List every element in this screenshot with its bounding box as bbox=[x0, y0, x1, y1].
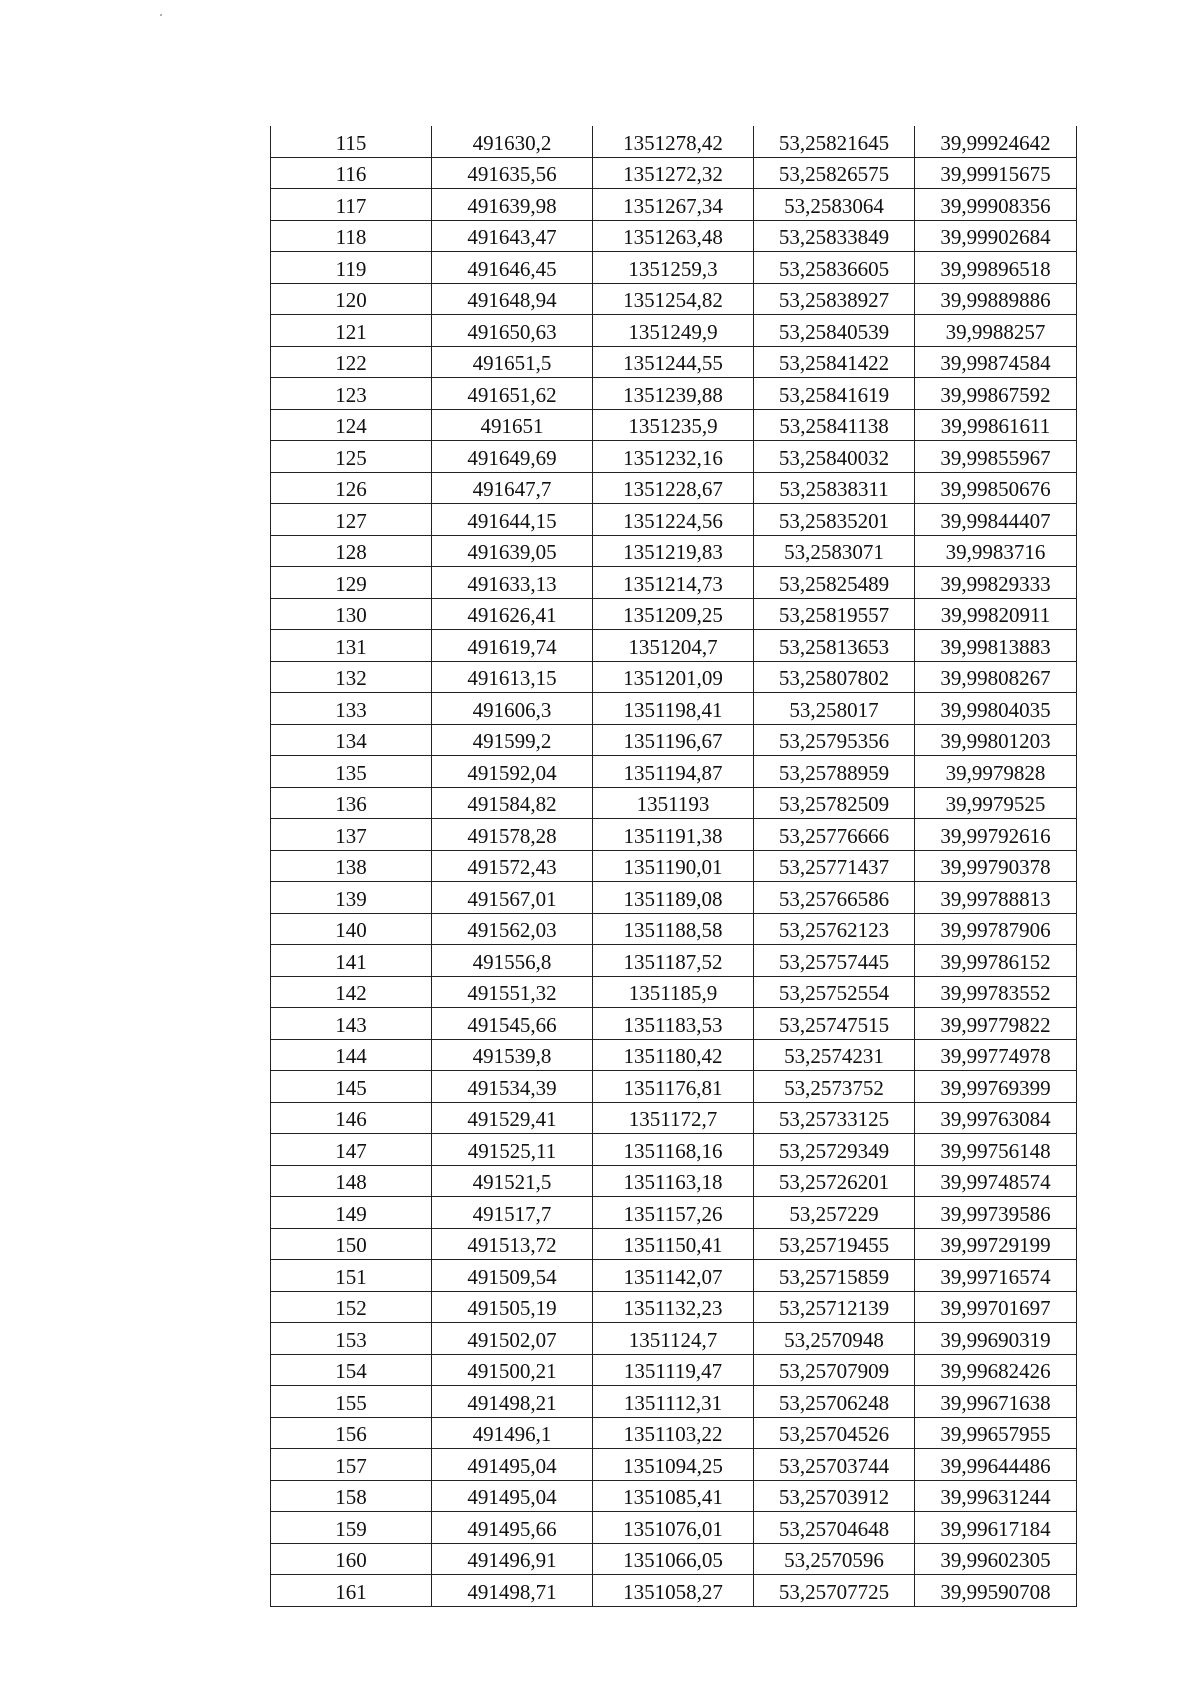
table-row bbox=[271, 756, 1077, 788]
longitude-cell: 39,99786152 bbox=[915, 945, 1077, 977]
longitude-cell: 39,99783552 bbox=[915, 976, 1077, 1008]
table-row bbox=[271, 630, 1077, 662]
point-number-cell: 153 bbox=[271, 1323, 432, 1355]
y-coordinate-cell: 1351180,42 bbox=[593, 1039, 754, 1071]
point-number-cell: 115 bbox=[271, 126, 432, 157]
table-row bbox=[271, 1417, 1077, 1449]
y-coordinate-cell: 1351058,27 bbox=[593, 1575, 754, 1607]
x-coordinate-cell: 491633,13 bbox=[432, 567, 593, 599]
point-number-cell: 130 bbox=[271, 598, 432, 630]
longitude-cell: 39,99808267 bbox=[915, 661, 1077, 693]
table-row bbox=[271, 724, 1077, 756]
latitude-cell: 53,258017 bbox=[754, 693, 915, 725]
point-number-cell: 148 bbox=[271, 1165, 432, 1197]
table-row bbox=[271, 283, 1077, 315]
y-coordinate-cell: 1351132,23 bbox=[593, 1291, 754, 1323]
longitude-cell: 39,99774978 bbox=[915, 1039, 1077, 1071]
latitude-cell: 53,25838927 bbox=[754, 283, 915, 315]
point-number-cell: 120 bbox=[271, 283, 432, 315]
longitude-cell: 39,99792616 bbox=[915, 819, 1077, 851]
point-number-cell: 140 bbox=[271, 913, 432, 945]
longitude-cell: 39,99829333 bbox=[915, 567, 1077, 599]
x-coordinate-cell: 491572,43 bbox=[432, 850, 593, 882]
table-row bbox=[271, 661, 1077, 693]
latitude-cell: 53,25715859 bbox=[754, 1260, 915, 1292]
x-coordinate-cell: 491630,2 bbox=[432, 126, 593, 157]
point-number-cell: 142 bbox=[271, 976, 432, 1008]
x-coordinate-cell: 491599,2 bbox=[432, 724, 593, 756]
y-coordinate-cell: 1351267,34 bbox=[593, 189, 754, 221]
point-number-cell: 141 bbox=[271, 945, 432, 977]
point-number-cell: 144 bbox=[271, 1039, 432, 1071]
y-coordinate-cell: 1351112,31 bbox=[593, 1386, 754, 1418]
x-coordinate-cell: 491495,66 bbox=[432, 1512, 593, 1544]
table-row bbox=[271, 819, 1077, 851]
point-number-cell: 129 bbox=[271, 567, 432, 599]
table-row bbox=[271, 157, 1077, 189]
point-number-cell: 156 bbox=[271, 1417, 432, 1449]
y-coordinate-cell: 1351239,88 bbox=[593, 378, 754, 410]
longitude-cell: 39,99617184 bbox=[915, 1512, 1077, 1544]
x-coordinate-cell: 491496,1 bbox=[432, 1417, 593, 1449]
table-row bbox=[271, 945, 1077, 977]
table-row bbox=[271, 693, 1077, 725]
y-coordinate-cell: 1351201,09 bbox=[593, 661, 754, 693]
x-coordinate-cell: 491521,5 bbox=[432, 1165, 593, 1197]
table-row bbox=[271, 1323, 1077, 1355]
point-number-cell: 152 bbox=[271, 1291, 432, 1323]
latitude-cell: 53,25825489 bbox=[754, 567, 915, 599]
point-number-cell: 123 bbox=[271, 378, 432, 410]
latitude-cell: 53,2570948 bbox=[754, 1323, 915, 1355]
x-coordinate-cell: 491592,04 bbox=[432, 756, 593, 788]
table-row bbox=[271, 378, 1077, 410]
latitude-cell: 53,25841138 bbox=[754, 409, 915, 441]
longitude-cell: 39,99788813 bbox=[915, 882, 1077, 914]
longitude-cell: 39,99756148 bbox=[915, 1134, 1077, 1166]
x-coordinate-cell: 491651,5 bbox=[432, 346, 593, 378]
latitude-cell: 53,2573752 bbox=[754, 1071, 915, 1103]
longitude-cell: 39,99671638 bbox=[915, 1386, 1077, 1418]
point-number-cell: 121 bbox=[271, 315, 432, 347]
y-coordinate-cell: 1351085,41 bbox=[593, 1480, 754, 1512]
latitude-cell: 53,25807802 bbox=[754, 661, 915, 693]
point-number-cell: 138 bbox=[271, 850, 432, 882]
x-coordinate-cell: 491551,32 bbox=[432, 976, 593, 1008]
longitude-cell: 39,9979828 bbox=[915, 756, 1077, 788]
point-number-cell: 151 bbox=[271, 1260, 432, 1292]
table-row bbox=[271, 1291, 1077, 1323]
table-row bbox=[271, 976, 1077, 1008]
latitude-cell: 53,25719455 bbox=[754, 1228, 915, 1260]
point-number-cell: 150 bbox=[271, 1228, 432, 1260]
y-coordinate-cell: 1351209,25 bbox=[593, 598, 754, 630]
latitude-cell: 53,25826575 bbox=[754, 157, 915, 189]
x-coordinate-cell: 491556,8 bbox=[432, 945, 593, 977]
x-coordinate-cell: 491644,15 bbox=[432, 504, 593, 536]
table-row bbox=[271, 1354, 1077, 1386]
y-coordinate-cell: 1351176,81 bbox=[593, 1071, 754, 1103]
point-number-cell: 124 bbox=[271, 409, 432, 441]
longitude-cell: 39,99748574 bbox=[915, 1165, 1077, 1197]
x-coordinate-cell: 491578,28 bbox=[432, 819, 593, 851]
y-coordinate-cell: 1351103,22 bbox=[593, 1417, 754, 1449]
y-coordinate-cell: 1351228,67 bbox=[593, 472, 754, 504]
longitude-cell: 39,99644486 bbox=[915, 1449, 1077, 1481]
y-coordinate-cell: 1351254,82 bbox=[593, 283, 754, 315]
y-coordinate-cell: 1351183,53 bbox=[593, 1008, 754, 1040]
x-coordinate-cell: 491648,94 bbox=[432, 283, 593, 315]
point-number-cell: 131 bbox=[271, 630, 432, 662]
table-row bbox=[271, 598, 1077, 630]
point-number-cell: 155 bbox=[271, 1386, 432, 1418]
x-coordinate-cell: 491651 bbox=[432, 409, 593, 441]
table-row bbox=[271, 1165, 1077, 1197]
point-number-cell: 145 bbox=[271, 1071, 432, 1103]
latitude-cell: 53,25757445 bbox=[754, 945, 915, 977]
table-row bbox=[271, 1039, 1077, 1071]
y-coordinate-cell: 1351188,58 bbox=[593, 913, 754, 945]
longitude-cell: 39,99769399 bbox=[915, 1071, 1077, 1103]
latitude-cell: 53,25841619 bbox=[754, 378, 915, 410]
y-coordinate-cell: 1351278,42 bbox=[593, 126, 754, 157]
table-row bbox=[271, 850, 1077, 882]
latitude-cell: 53,25703744 bbox=[754, 1449, 915, 1481]
point-number-cell: 157 bbox=[271, 1449, 432, 1481]
longitude-cell: 39,99801203 bbox=[915, 724, 1077, 756]
latitude-cell: 53,25726201 bbox=[754, 1165, 915, 1197]
longitude-cell: 39,99690319 bbox=[915, 1323, 1077, 1355]
x-coordinate-cell: 491500,21 bbox=[432, 1354, 593, 1386]
x-coordinate-cell: 491495,04 bbox=[432, 1449, 593, 1481]
x-coordinate-cell: 491626,41 bbox=[432, 598, 593, 630]
longitude-cell: 39,99874584 bbox=[915, 346, 1077, 378]
table-row bbox=[271, 1386, 1077, 1418]
x-coordinate-cell: 491498,21 bbox=[432, 1386, 593, 1418]
latitude-cell: 53,25733125 bbox=[754, 1102, 915, 1134]
longitude-cell: 39,99790378 bbox=[915, 850, 1077, 882]
longitude-cell: 39,99779822 bbox=[915, 1008, 1077, 1040]
longitude-cell: 39,9983716 bbox=[915, 535, 1077, 567]
y-coordinate-cell: 1351172,7 bbox=[593, 1102, 754, 1134]
y-coordinate-cell: 1351272,32 bbox=[593, 157, 754, 189]
point-number-cell: 125 bbox=[271, 441, 432, 473]
point-number-cell: 135 bbox=[271, 756, 432, 788]
point-number-cell: 160 bbox=[271, 1543, 432, 1575]
longitude-cell: 39,99813883 bbox=[915, 630, 1077, 662]
y-coordinate-cell: 1351235,9 bbox=[593, 409, 754, 441]
latitude-cell: 53,25835201 bbox=[754, 504, 915, 536]
longitude-cell: 39,99902684 bbox=[915, 220, 1077, 252]
x-coordinate-cell: 491517,7 bbox=[432, 1197, 593, 1229]
longitude-cell: 39,99590708 bbox=[915, 1575, 1077, 1607]
x-coordinate-cell: 491539,8 bbox=[432, 1039, 593, 1071]
point-number-cell: 128 bbox=[271, 535, 432, 567]
coordinates-table-body bbox=[271, 126, 1077, 1606]
table-row bbox=[271, 1512, 1077, 1544]
latitude-cell: 53,25782509 bbox=[754, 787, 915, 819]
table-row bbox=[271, 1260, 1077, 1292]
table-row bbox=[271, 1228, 1077, 1260]
latitude-cell: 53,25838311 bbox=[754, 472, 915, 504]
table-row bbox=[271, 882, 1077, 914]
y-coordinate-cell: 1351142,07 bbox=[593, 1260, 754, 1292]
latitude-cell: 53,25771437 bbox=[754, 850, 915, 882]
longitude-cell: 39,99657955 bbox=[915, 1417, 1077, 1449]
coordinates-table bbox=[270, 126, 1077, 1607]
y-coordinate-cell: 1351119,47 bbox=[593, 1354, 754, 1386]
y-coordinate-cell: 1351168,16 bbox=[593, 1134, 754, 1166]
point-number-cell: 118 bbox=[271, 220, 432, 252]
longitude-cell: 39,99855967 bbox=[915, 441, 1077, 473]
latitude-cell: 53,25819557 bbox=[754, 598, 915, 630]
y-coordinate-cell: 1351219,83 bbox=[593, 535, 754, 567]
longitude-cell: 39,99867592 bbox=[915, 378, 1077, 410]
table-row bbox=[271, 913, 1077, 945]
table-row bbox=[271, 315, 1077, 347]
x-coordinate-cell: 491647,7 bbox=[432, 472, 593, 504]
y-coordinate-cell: 1351204,7 bbox=[593, 630, 754, 662]
x-coordinate-cell: 491606,3 bbox=[432, 693, 593, 725]
point-number-cell: 139 bbox=[271, 882, 432, 914]
x-coordinate-cell: 491545,66 bbox=[432, 1008, 593, 1040]
latitude-cell: 53,25729349 bbox=[754, 1134, 915, 1166]
latitude-cell: 53,25752554 bbox=[754, 976, 915, 1008]
x-coordinate-cell: 491584,82 bbox=[432, 787, 593, 819]
y-coordinate-cell: 1351066,05 bbox=[593, 1543, 754, 1575]
y-coordinate-cell: 1351150,41 bbox=[593, 1228, 754, 1260]
latitude-cell: 53,25821645 bbox=[754, 126, 915, 157]
y-coordinate-cell: 1351263,48 bbox=[593, 220, 754, 252]
table-row bbox=[271, 1008, 1077, 1040]
y-coordinate-cell: 1351076,01 bbox=[593, 1512, 754, 1544]
x-coordinate-cell: 491495,04 bbox=[432, 1480, 593, 1512]
x-coordinate-cell: 491567,01 bbox=[432, 882, 593, 914]
longitude-cell: 39,99763084 bbox=[915, 1102, 1077, 1134]
table-row bbox=[271, 472, 1077, 504]
point-number-cell: 137 bbox=[271, 819, 432, 851]
latitude-cell: 53,2570596 bbox=[754, 1543, 915, 1575]
table-row bbox=[271, 252, 1077, 284]
table-row bbox=[271, 346, 1077, 378]
x-coordinate-cell: 491496,91 bbox=[432, 1543, 593, 1575]
scan-speck bbox=[160, 14, 162, 16]
y-coordinate-cell: 1351191,38 bbox=[593, 819, 754, 851]
y-coordinate-cell: 1351249,9 bbox=[593, 315, 754, 347]
latitude-cell: 53,2583064 bbox=[754, 189, 915, 221]
table-row bbox=[271, 504, 1077, 536]
table-row bbox=[271, 441, 1077, 473]
longitude-cell: 39,99844407 bbox=[915, 504, 1077, 536]
longitude-cell: 39,99787906 bbox=[915, 913, 1077, 945]
y-coordinate-cell: 1351094,25 bbox=[593, 1449, 754, 1481]
latitude-cell: 53,25703912 bbox=[754, 1480, 915, 1512]
x-coordinate-cell: 491649,69 bbox=[432, 441, 593, 473]
longitude-cell: 39,99602305 bbox=[915, 1543, 1077, 1575]
y-coordinate-cell: 1351157,26 bbox=[593, 1197, 754, 1229]
point-number-cell: 149 bbox=[271, 1197, 432, 1229]
table-row bbox=[271, 189, 1077, 221]
table-row bbox=[271, 1134, 1077, 1166]
x-coordinate-cell: 491619,74 bbox=[432, 630, 593, 662]
longitude-cell: 39,99739586 bbox=[915, 1197, 1077, 1229]
longitude-cell: 39,99820911 bbox=[915, 598, 1077, 630]
latitude-cell: 53,25776666 bbox=[754, 819, 915, 851]
table-row bbox=[271, 220, 1077, 252]
latitude-cell: 53,25707725 bbox=[754, 1575, 915, 1607]
x-coordinate-cell: 491635,56 bbox=[432, 157, 593, 189]
table-row bbox=[271, 567, 1077, 599]
latitude-cell: 53,2574231 bbox=[754, 1039, 915, 1071]
latitude-cell: 53,25704648 bbox=[754, 1512, 915, 1544]
longitude-cell: 39,9979525 bbox=[915, 787, 1077, 819]
table-row bbox=[271, 535, 1077, 567]
x-coordinate-cell: 491529,41 bbox=[432, 1102, 593, 1134]
table-row bbox=[271, 1480, 1077, 1512]
point-number-cell: 122 bbox=[271, 346, 432, 378]
latitude-cell: 53,25840032 bbox=[754, 441, 915, 473]
table-row bbox=[271, 126, 1077, 157]
table-row bbox=[271, 1197, 1077, 1229]
longitude-cell: 39,99716574 bbox=[915, 1260, 1077, 1292]
latitude-cell: 53,25747515 bbox=[754, 1008, 915, 1040]
longitude-cell: 39,9988257 bbox=[915, 315, 1077, 347]
table-row bbox=[271, 787, 1077, 819]
x-coordinate-cell: 491534,39 bbox=[432, 1071, 593, 1103]
point-number-cell: 146 bbox=[271, 1102, 432, 1134]
latitude-cell: 53,25813653 bbox=[754, 630, 915, 662]
longitude-cell: 39,99729199 bbox=[915, 1228, 1077, 1260]
longitude-cell: 39,99896518 bbox=[915, 252, 1077, 284]
y-coordinate-cell: 1351124,7 bbox=[593, 1323, 754, 1355]
latitude-cell: 53,25795356 bbox=[754, 724, 915, 756]
latitude-cell: 53,25788959 bbox=[754, 756, 915, 788]
point-number-cell: 143 bbox=[271, 1008, 432, 1040]
x-coordinate-cell: 491651,62 bbox=[432, 378, 593, 410]
point-number-cell: 116 bbox=[271, 157, 432, 189]
y-coordinate-cell: 1351187,52 bbox=[593, 945, 754, 977]
latitude-cell: 53,25833849 bbox=[754, 220, 915, 252]
y-coordinate-cell: 1351189,08 bbox=[593, 882, 754, 914]
y-coordinate-cell: 1351259,3 bbox=[593, 252, 754, 284]
x-coordinate-cell: 491639,05 bbox=[432, 535, 593, 567]
x-coordinate-cell: 491613,15 bbox=[432, 661, 593, 693]
point-number-cell: 127 bbox=[271, 504, 432, 536]
y-coordinate-cell: 1351198,41 bbox=[593, 693, 754, 725]
x-coordinate-cell: 491650,63 bbox=[432, 315, 593, 347]
table-row bbox=[271, 1102, 1077, 1134]
table-row bbox=[271, 1449, 1077, 1481]
point-number-cell: 147 bbox=[271, 1134, 432, 1166]
y-coordinate-cell: 1351232,16 bbox=[593, 441, 754, 473]
table-row bbox=[271, 1543, 1077, 1575]
x-coordinate-cell: 491505,19 bbox=[432, 1291, 593, 1323]
latitude-cell: 53,25766586 bbox=[754, 882, 915, 914]
table-row bbox=[271, 409, 1077, 441]
latitude-cell: 53,25712139 bbox=[754, 1291, 915, 1323]
y-coordinate-cell: 1351224,56 bbox=[593, 504, 754, 536]
latitude-cell: 53,25841422 bbox=[754, 346, 915, 378]
y-coordinate-cell: 1351194,87 bbox=[593, 756, 754, 788]
longitude-cell: 39,99804035 bbox=[915, 693, 1077, 725]
x-coordinate-cell: 491639,98 bbox=[432, 189, 593, 221]
point-number-cell: 133 bbox=[271, 693, 432, 725]
x-coordinate-cell: 491562,03 bbox=[432, 913, 593, 945]
y-coordinate-cell: 1351190,01 bbox=[593, 850, 754, 882]
y-coordinate-cell: 1351193 bbox=[593, 787, 754, 819]
point-number-cell: 154 bbox=[271, 1354, 432, 1386]
y-coordinate-cell: 1351185,9 bbox=[593, 976, 754, 1008]
x-coordinate-cell: 491646,45 bbox=[432, 252, 593, 284]
x-coordinate-cell: 491525,11 bbox=[432, 1134, 593, 1166]
table-row bbox=[271, 1071, 1077, 1103]
latitude-cell: 53,25704526 bbox=[754, 1417, 915, 1449]
point-number-cell: 132 bbox=[271, 661, 432, 693]
longitude-cell: 39,99861611 bbox=[915, 409, 1077, 441]
y-coordinate-cell: 1351196,67 bbox=[593, 724, 754, 756]
y-coordinate-cell: 1351244,55 bbox=[593, 346, 754, 378]
latitude-cell: 53,257229 bbox=[754, 1197, 915, 1229]
x-coordinate-cell: 491513,72 bbox=[432, 1228, 593, 1260]
point-number-cell: 159 bbox=[271, 1512, 432, 1544]
longitude-cell: 39,99924642 bbox=[915, 126, 1077, 157]
table-row bbox=[271, 1575, 1077, 1607]
longitude-cell: 39,99908356 bbox=[915, 189, 1077, 221]
y-coordinate-cell: 1351214,73 bbox=[593, 567, 754, 599]
longitude-cell: 39,99701697 bbox=[915, 1291, 1077, 1323]
longitude-cell: 39,99889886 bbox=[915, 283, 1077, 315]
point-number-cell: 126 bbox=[271, 472, 432, 504]
y-coordinate-cell: 1351163,18 bbox=[593, 1165, 754, 1197]
point-number-cell: 134 bbox=[271, 724, 432, 756]
latitude-cell: 53,25706248 bbox=[754, 1386, 915, 1418]
longitude-cell: 39,99631244 bbox=[915, 1480, 1077, 1512]
point-number-cell: 161 bbox=[271, 1575, 432, 1607]
latitude-cell: 53,25840539 bbox=[754, 315, 915, 347]
point-number-cell: 119 bbox=[271, 252, 432, 284]
point-number-cell: 136 bbox=[271, 787, 432, 819]
longitude-cell: 39,99915675 bbox=[915, 157, 1077, 189]
point-number-cell: 117 bbox=[271, 189, 432, 221]
longitude-cell: 39,99850676 bbox=[915, 472, 1077, 504]
x-coordinate-cell: 491509,54 bbox=[432, 1260, 593, 1292]
longitude-cell: 39,99682426 bbox=[915, 1354, 1077, 1386]
latitude-cell: 53,25707909 bbox=[754, 1354, 915, 1386]
latitude-cell: 53,25836605 bbox=[754, 252, 915, 284]
latitude-cell: 53,25762123 bbox=[754, 913, 915, 945]
x-coordinate-cell: 491643,47 bbox=[432, 220, 593, 252]
x-coordinate-cell: 491498,71 bbox=[432, 1575, 593, 1607]
x-coordinate-cell: 491502,07 bbox=[432, 1323, 593, 1355]
latitude-cell: 53,2583071 bbox=[754, 535, 915, 567]
point-number-cell: 158 bbox=[271, 1480, 432, 1512]
